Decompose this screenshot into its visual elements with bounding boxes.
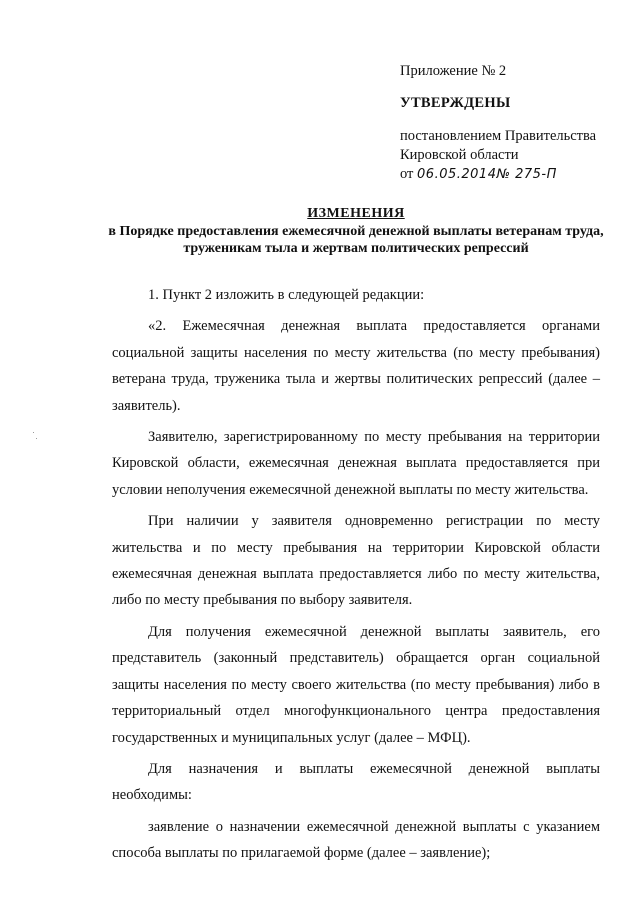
handwritten-date-number: 06.05.2014№ 275-П xyxy=(417,167,557,182)
document-heading xyxy=(100,205,612,257)
body-paragraph: При наличии у заявителя одновременно регистрации по месту жительства и по месту пребывания на территории Кировской области ежемесячная денежная выплата предоставляется либо по месту жительства, либо по месту пребывания по выбору заявителя. xyxy=(112,513,600,609)
body-paragraph: Для получения ежемесячной денежной выплаты заявитель, его представитель (законный представитель) обращается орган социальной защиты населения по месту своего жительства (по месту пребывания) либо в территориальный отдел многофункционального центра предоставления государственных и муниципальных услуг (далее – МФЦ). xyxy=(112,623,600,746)
body-paragraph: заявление о назначении ежемесячной денежной выплаты с указанием способа выплаты по прилагаемой форме (далее – заявление); xyxy=(112,818,600,862)
appendix-number: Приложение № 2 xyxy=(400,63,507,79)
body-paragraph: 1. Пункт 2 изложить в следующей редакции: xyxy=(148,287,425,303)
body-paragraph: Для назначения и выплаты ежемесячной денежной выплаты необходимы: xyxy=(112,760,600,804)
body-paragraph: Заявителю, зарегистрированному по месту пребывания на территории Кировской области, ежемесячная денежная выплата предоставляется при условии неполучения ежемесячной денежной выплаты по месту жительства. xyxy=(112,429,600,498)
date-prefix: от xyxy=(400,166,414,182)
document-title: ИЗМЕНЕНИЯ xyxy=(307,206,405,221)
resolution-date-line xyxy=(400,165,620,184)
scan-speck xyxy=(36,438,37,439)
resolution-line-1: постановлением Правительства xyxy=(400,128,597,144)
approved-label: УТВЕРЖДЕНЫ xyxy=(400,95,511,111)
document-subtitle: в Порядке предоставления ежемесячной денежной выплаты ветеранам труда, труженикам тыла и жертвам политических репрессий xyxy=(108,224,604,256)
scan-speck xyxy=(33,432,34,433)
resolution-line-2: Кировской области xyxy=(400,147,519,163)
document-body xyxy=(112,282,600,872)
approval-stamp-block xyxy=(400,62,620,184)
body-paragraph: «2. Ежемесячная денежная выплата предоставляется органами социальной защиты населения по месту жительства (по месту пребывания) ветерана труда, труженика тыла и жертвы политических репрессий (далее – заявитель). xyxy=(112,318,600,414)
